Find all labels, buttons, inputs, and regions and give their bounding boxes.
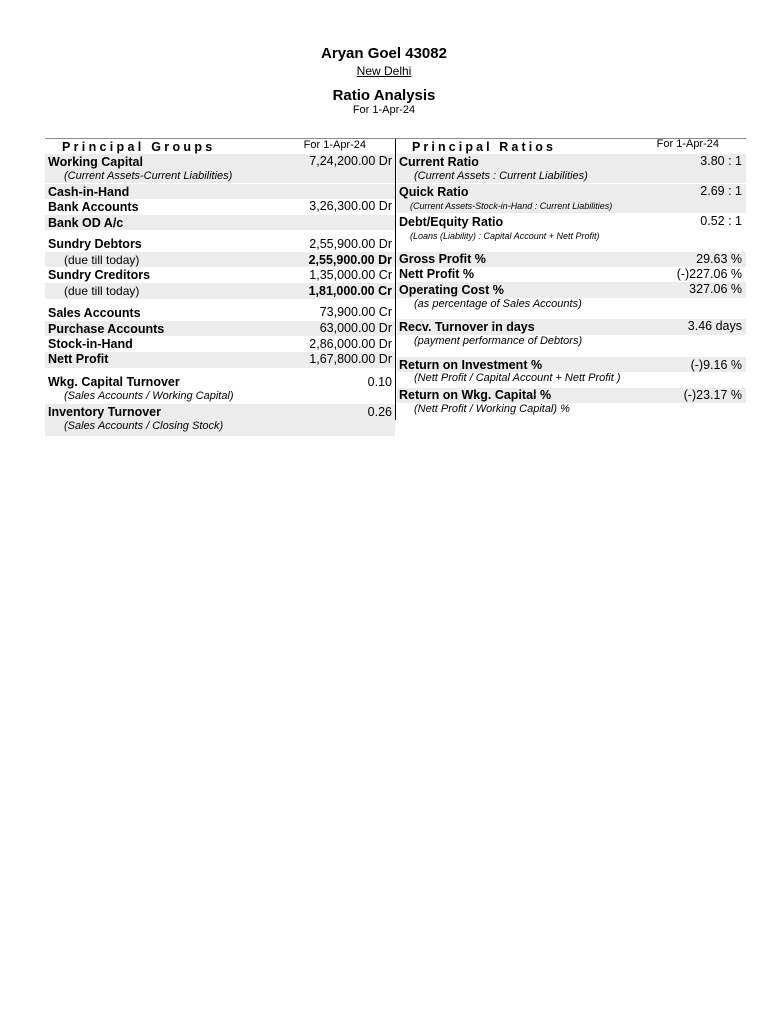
- sundry-debtors-label: Sundry Debtors: [48, 237, 142, 251]
- groups-period: For 1-Apr-24: [303, 139, 366, 151]
- groups-header-row: [45, 139, 395, 154]
- working-capital-label: Working Capital: [48, 155, 143, 169]
- row-return-on-wkg-capital-note: [397, 403, 746, 418]
- current-ratio-note: (Current Assets : Current Liabilities): [414, 170, 588, 182]
- debt-equity-label: Debt/Equity Ratio: [399, 215, 504, 229]
- ratios-period: For 1-Apr-24: [656, 138, 719, 150]
- recv-turnover-note: (payment performance of Debtors): [414, 335, 583, 347]
- gross-profit-value: 29.63 %: [696, 252, 742, 266]
- creditors-due-label: (due till today): [64, 284, 140, 298]
- recv-turnover-label: Recv. Turnover in days: [399, 320, 535, 334]
- debtors-due-value: 2,55,900.00 Dr: [308, 253, 392, 267]
- row-quick-ratio: [397, 184, 746, 213]
- nett-profit-pct-value: (-)227.06 %: [676, 267, 742, 281]
- creditors-due-value: 1,81,000.00 Cr: [308, 284, 392, 298]
- inventory-turnover-note: (Sales Accounts / Closing Stock): [64, 420, 224, 432]
- row-bank-accounts: [45, 199, 395, 214]
- return-on-investment-value: (-)9.16 %: [690, 358, 742, 372]
- row-sales-accounts: [45, 305, 395, 320]
- row-operating-cost: [397, 282, 746, 298]
- row-gross-profit: [397, 252, 746, 267]
- operating-cost-label: Operating Cost %: [399, 283, 504, 297]
- cash-in-hand-label: Cash-in-Hand: [48, 185, 130, 199]
- stock-in-hand-value: 2,86,000.00 Dr: [309, 337, 392, 351]
- nett-profit-pct-label: Nett Profit %: [399, 267, 474, 281]
- company-city: [0, 64, 768, 78]
- city-text: New Delhi: [356, 64, 412, 78]
- groups-heading: Principal Groups: [62, 140, 216, 154]
- row-working-capital: [45, 154, 395, 183]
- quick-ratio-note: (Current Assets-Stock-in-Hand : Current Liabilities): [410, 201, 613, 211]
- debt-equity-value: 0.52 : 1: [700, 214, 742, 228]
- report-title: Ratio Analysis: [332, 87, 436, 104]
- operating-cost-value: 327.06 %: [689, 282, 742, 296]
- wkg-capital-turnover-value: 0.10: [367, 375, 392, 389]
- row-return-on-wkg-capital: [397, 388, 746, 403]
- row-nett-profit-pct: [397, 267, 746, 282]
- return-on-wkg-capital-label: Return on Wkg. Capital %: [399, 388, 552, 402]
- return-on-investment-note: (Nett Profit / Capital Account + Nett Profit ): [414, 372, 621, 384]
- row-cash-in-hand: [45, 184, 395, 199]
- debtors-due-label: (due till today): [64, 253, 140, 267]
- row-debt-equity: [397, 214, 746, 243]
- row-operating-cost-note: [397, 298, 746, 312]
- ratios-header-row: [397, 139, 746, 154]
- bank-accounts-label: Bank Accounts: [48, 200, 139, 214]
- nett-profit-value: 1,67,800.00 Dr: [309, 352, 392, 366]
- row-wkg-capital-turnover: [45, 374, 395, 403]
- debt-equity-note: (Loans (Liability) : Capital Account + Nett Profit): [410, 231, 600, 241]
- row-inventory-turnover: [45, 404, 395, 436]
- quick-ratio-label: Quick Ratio: [399, 185, 469, 199]
- working-capital-note: (Current Assets-Current Liabilities): [64, 170, 233, 182]
- company-name: Aryan Goel 43082: [321, 45, 447, 62]
- row-bank-od: [45, 215, 395, 230]
- inventory-turnover-label: Inventory Turnover: [48, 405, 161, 419]
- quick-ratio-value: 2.69 : 1: [700, 184, 742, 198]
- row-sundry-debtors: [45, 236, 395, 251]
- stock-in-hand-label: Stock-in-Hand: [48, 337, 133, 351]
- row-sundry-creditors: [45, 268, 395, 283]
- ratios-heading: Principal Ratios: [412, 140, 557, 154]
- return-on-investment-label: Return on Investment %: [399, 358, 543, 372]
- row-return-on-investment: [397, 357, 746, 372]
- current-ratio-label: Current Ratio: [399, 155, 479, 169]
- sundry-creditors-value: 1,35,000.00 Cr: [309, 268, 392, 282]
- row-purchase-accounts: [45, 321, 395, 336]
- inventory-turnover-value: 0.26: [367, 405, 392, 419]
- return-on-wkg-capital-note: (Nett Profit / Working Capital) %: [414, 403, 570, 415]
- row-nett-profit: [45, 352, 395, 368]
- purchase-accounts-label: Purchase Accounts: [48, 322, 165, 336]
- column-divider: [395, 139, 396, 420]
- row-debtors-due: [45, 252, 395, 267]
- row-creditors-due: [45, 283, 395, 299]
- return-on-wkg-capital-value: (-)23.17 %: [683, 388, 742, 402]
- row-recv-turnover-note: [397, 335, 746, 349]
- bank-accounts-value: 3,26,300.00 Dr: [309, 199, 392, 213]
- sales-accounts-label: Sales Accounts: [48, 306, 141, 320]
- working-capital-value: 7,24,200.00 Dr: [309, 154, 392, 168]
- nett-profit-label: Nett Profit: [48, 352, 109, 366]
- row-return-on-investment-note: [397, 372, 746, 387]
- recv-turnover-value: 3.46 days: [687, 319, 742, 333]
- gross-profit-label: Gross Profit %: [399, 252, 486, 266]
- bank-od-label: Bank OD A/c: [48, 216, 124, 230]
- wkg-capital-turnover-label: Wkg. Capital Turnover: [48, 375, 180, 389]
- row-recv-turnover: [397, 319, 746, 335]
- sundry-debtors-value: 2,55,900.00 Dr: [309, 237, 392, 251]
- wkg-capital-turnover-note: (Sales Accounts / Working Capital): [64, 390, 234, 402]
- row-stock-in-hand: [45, 337, 395, 352]
- current-ratio-value: 3.80 : 1: [700, 154, 742, 168]
- row-current-ratio: [397, 154, 746, 183]
- operating-cost-note: (as percentage of Sales Accounts): [414, 298, 582, 310]
- sales-accounts-value: 73,900.00 Cr: [319, 305, 392, 319]
- report-period: For 1-Apr-24: [352, 104, 416, 116]
- purchase-accounts-value: 63,000.00 Dr: [319, 321, 392, 335]
- sundry-creditors-label: Sundry Creditors: [48, 268, 151, 282]
